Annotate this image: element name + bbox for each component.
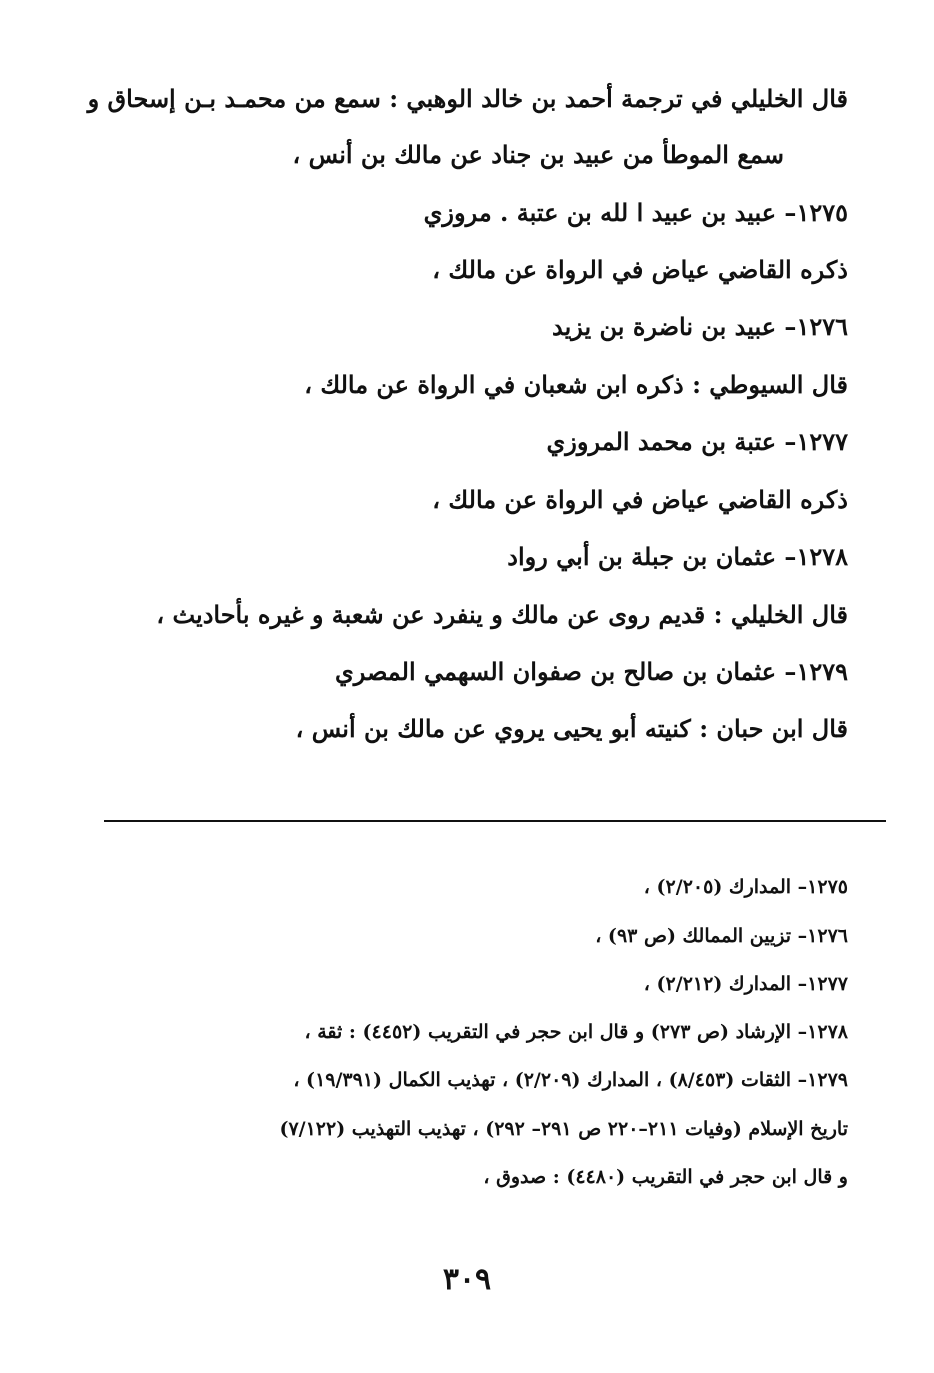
footnote-1279-cont-1: تاريخ الإسلام (وفيات ٢١١–٢٢٠ ص ٢٩١– ٢٩٢) ، تهذيب التهذيب (٧/١٢٢) xyxy=(279,1118,848,1140)
body-line-10: قال الخليلي : قديم روى عن مالك و ينفرد عن شعبة و غيره بأحاديث ، xyxy=(156,600,848,629)
body-line-8: ذكره القاضي عياض في الرواة عن مالك ، xyxy=(432,485,848,514)
entry-heading-1275: ١٢٧٥– عبيد بن عبيد ا لله بن عتبة . مروزي xyxy=(423,198,848,227)
footnote-1277: ١٢٧٧– المدارك (٢/٢١٢) ، xyxy=(643,973,848,995)
entry-heading-1276: ١٢٧٦– عبيد بن ناضرة بن يزيد xyxy=(551,312,848,341)
body-line-6: قال السيوطي : ذكره ابن شعبان في الرواة عن مالك ، xyxy=(304,370,848,399)
body-line-12: قال ابن حبان : كنيته أبو يحيى يروي عن مالك بن أنس ، xyxy=(295,714,848,743)
entry-heading-1277: ١٢٧٧– عتبة بن محمد المروزي xyxy=(546,427,848,456)
footnote-1275: ١٢٧٥– المدارك (٢/٢٠٥) ، xyxy=(643,876,848,898)
entry-heading-1278: ١٢٧٨– عثمان بن جبلة بن أبي رواد xyxy=(507,542,848,571)
body-line-4: ذكره القاضي عياض في الرواة عن مالك ، xyxy=(432,255,848,284)
body-line-1: قال الخليلي في ترجمة أحمد بن خالد الوهبي : سمع من محمـد بـن إسحاق و xyxy=(87,84,848,113)
footnote-1279: ١٢٧٩– الثقات (٨/٤٥٣) ، المدارك (٢/٢٠٩) ، تهذيب الكمال (١٩/٣٩١) ، xyxy=(293,1069,848,1091)
body-line-2: سمع الموطأ من عبيد بن جناد عن مالك بن أنس ، xyxy=(292,140,784,169)
footnote-divider xyxy=(104,820,886,822)
footnote-1278: ١٢٧٨– الإرشاد (ص ٢٧٣) و قال ابن حجر في التقريب (٤٤٥٢) : ثقة ، xyxy=(304,1021,848,1043)
entry-heading-1279: ١٢٧٩– عثمان بن صالح بن صفوان السهمي المصري xyxy=(334,657,848,686)
footnote-1279-cont-2: و قال ابن حجر في التقريب (٤٤٨٠) : صدوق ، xyxy=(483,1166,848,1188)
page-number: ٣٠٩ xyxy=(442,1262,492,1297)
footnote-1276: ١٢٧٦– تزيين الممالك (ص ٩٣) ، xyxy=(595,925,848,947)
